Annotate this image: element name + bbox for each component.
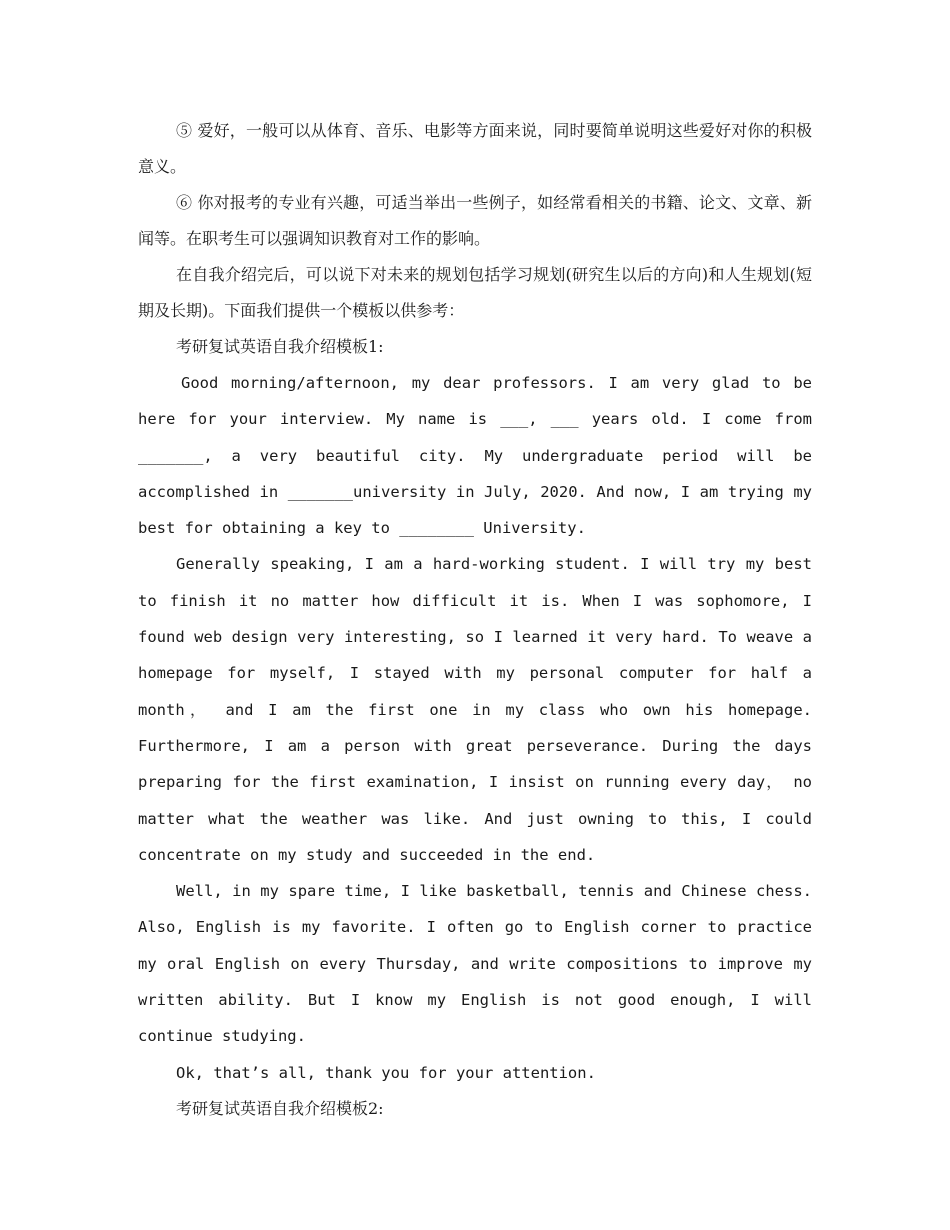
document-page: [138, 113, 812, 1127]
hobby-tip-paragraph: ⑤ 爱好，一般可以从体育、音乐、电影等方面来说，同时要简单说明这些爱好对你的积极意义。: [138, 121, 812, 176]
template2-heading: 考研复试英语自我介绍模板2:: [176, 1098, 384, 1118]
template1-personality-paragraph: Generally speaking, I am a hard-working student. I will try my best to finish it no matter how difficult it is. When I was sophomore, I found web design very interesting, so I learned it very hard. To weave a homepage for myself, I stayed with my personal computer for half a month， and I am the first one in my class who own his homepage. Furthermore, I am a person with great perseverance. During the days preparing for the first examination, I insist on running every day， no matter what the weather was like. And just owning to this, I could concentrate on my study and succeeded in the end.: [138, 555, 812, 864]
major-interest-tip-paragraph: ⑥ 你对报考的专业有兴趣，可适当举出一些例子，如经常看相关的书籍、论文、文章、新闻等。在职考生可以强调知识教育对工作的影响。: [138, 193, 812, 248]
template1-closing-paragraph: Ok, that’s all, thank you for your attention.: [176, 1063, 596, 1082]
template1-heading: 考研复试英语自我介绍模板1:: [176, 337, 384, 356]
template1-hobbies-paragraph: Well, in my spare time, I like basketball, tennis and Chinese chess. Also, English is my favorite. I often go to English corner to practice my oral English on every Thursday, and write compositions to improve my written ability. But I know my English is not good enough, I will continue studying.: [138, 882, 812, 1046]
future-plan-tip-paragraph: 在自我介绍完后，可以说下对未来的规划包括学习规划(研究生以后的方向)和人生规划(短期及长期)。下面我们提供一个模板以供参考：: [138, 265, 812, 320]
template1-greeting-paragraph: Good morning/afternoon, my dear professors. I am very glad to be here for your interview. My name is ___, ___ years old. I come from _______, a very beautiful city. My undergraduate period will be accomplished in _______university in July, 2020. And now, I am trying my best for obtaining a key to ________ University.: [138, 374, 812, 538]
